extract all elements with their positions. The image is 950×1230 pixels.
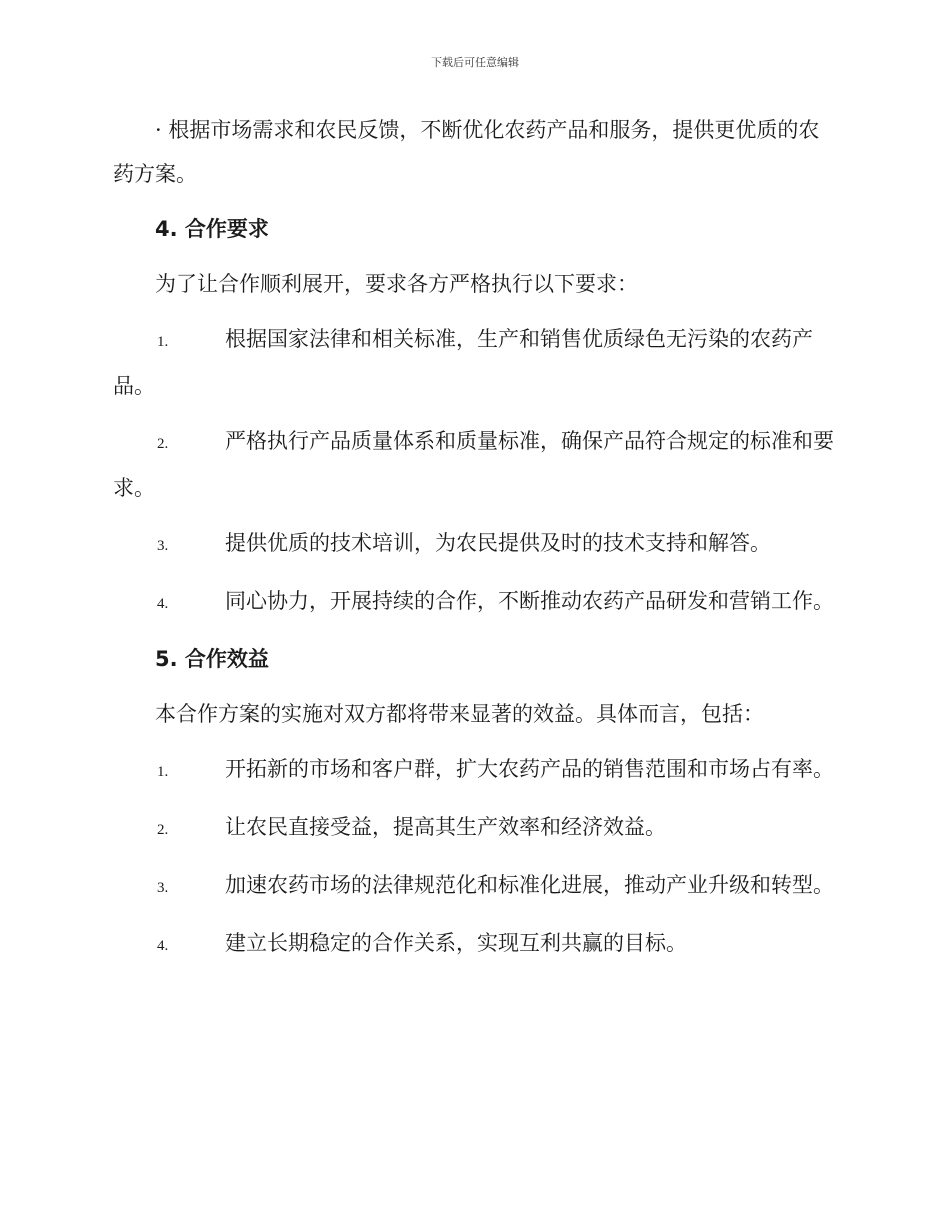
list-item	[113, 579, 835, 626]
list-item	[113, 863, 835, 910]
list-number: 2.	[157, 822, 169, 838]
list-text: 提供优质的技术培训，为农民提供及时的技术支持和解答。	[225, 531, 771, 555]
section-5-lead: 本合作方案的实施对双方都将带来显著的效益。具体而言，包括：	[155, 702, 764, 726]
list-text: 同心协力，开展持续的合作，不断推动农药产品研发和营销工作。	[225, 589, 834, 613]
section-5-heading: 5. 合作效益	[155, 647, 269, 671]
list-item	[113, 419, 835, 510]
document-body	[113, 108, 835, 979]
list-number: 1.	[157, 334, 169, 350]
list-number: 3.	[157, 880, 169, 896]
list-item	[113, 747, 835, 794]
list-number: 2.	[157, 436, 169, 452]
list-item	[113, 805, 835, 852]
list-text: 严格执行产品质量体系和质量标准，确保产品符合规定的标准和要求。	[113, 429, 834, 500]
list-text: 根据国家法律和相关标准，生产和销售优质绿色无污染的农药产品。	[113, 327, 813, 398]
section-4-lead: 为了让合作顺利展开，要求各方严格执行以下要求：	[155, 272, 638, 296]
intro-paragraph: · 根据市场需求和农民反馈，不断优化农药产品和服务，提供更优质的农药方案。	[113, 118, 820, 186]
list-number: 1.	[157, 764, 169, 780]
list-text: 让农民直接受益，提高其生产效率和经济效益。	[225, 815, 666, 839]
list-text: 加速农药市场的法律规范化和标准化进展，推动产业升级和转型。	[225, 873, 834, 897]
section-4-heading: 4. 合作要求	[155, 217, 269, 241]
list-number: 3.	[157, 538, 169, 554]
list-text: 建立长期稳定的合作关系，实现互利共赢的目标。	[225, 931, 687, 955]
list-item	[113, 317, 835, 408]
list-number: 4.	[157, 938, 169, 954]
list-number: 4.	[157, 596, 169, 612]
list-text: 开拓新的市场和客户群，扩大农药产品的销售范围和市场占有率。	[225, 757, 834, 781]
list-item	[113, 521, 835, 568]
page-header: 下载后可任意编辑	[431, 56, 519, 69]
list-item	[113, 921, 835, 968]
